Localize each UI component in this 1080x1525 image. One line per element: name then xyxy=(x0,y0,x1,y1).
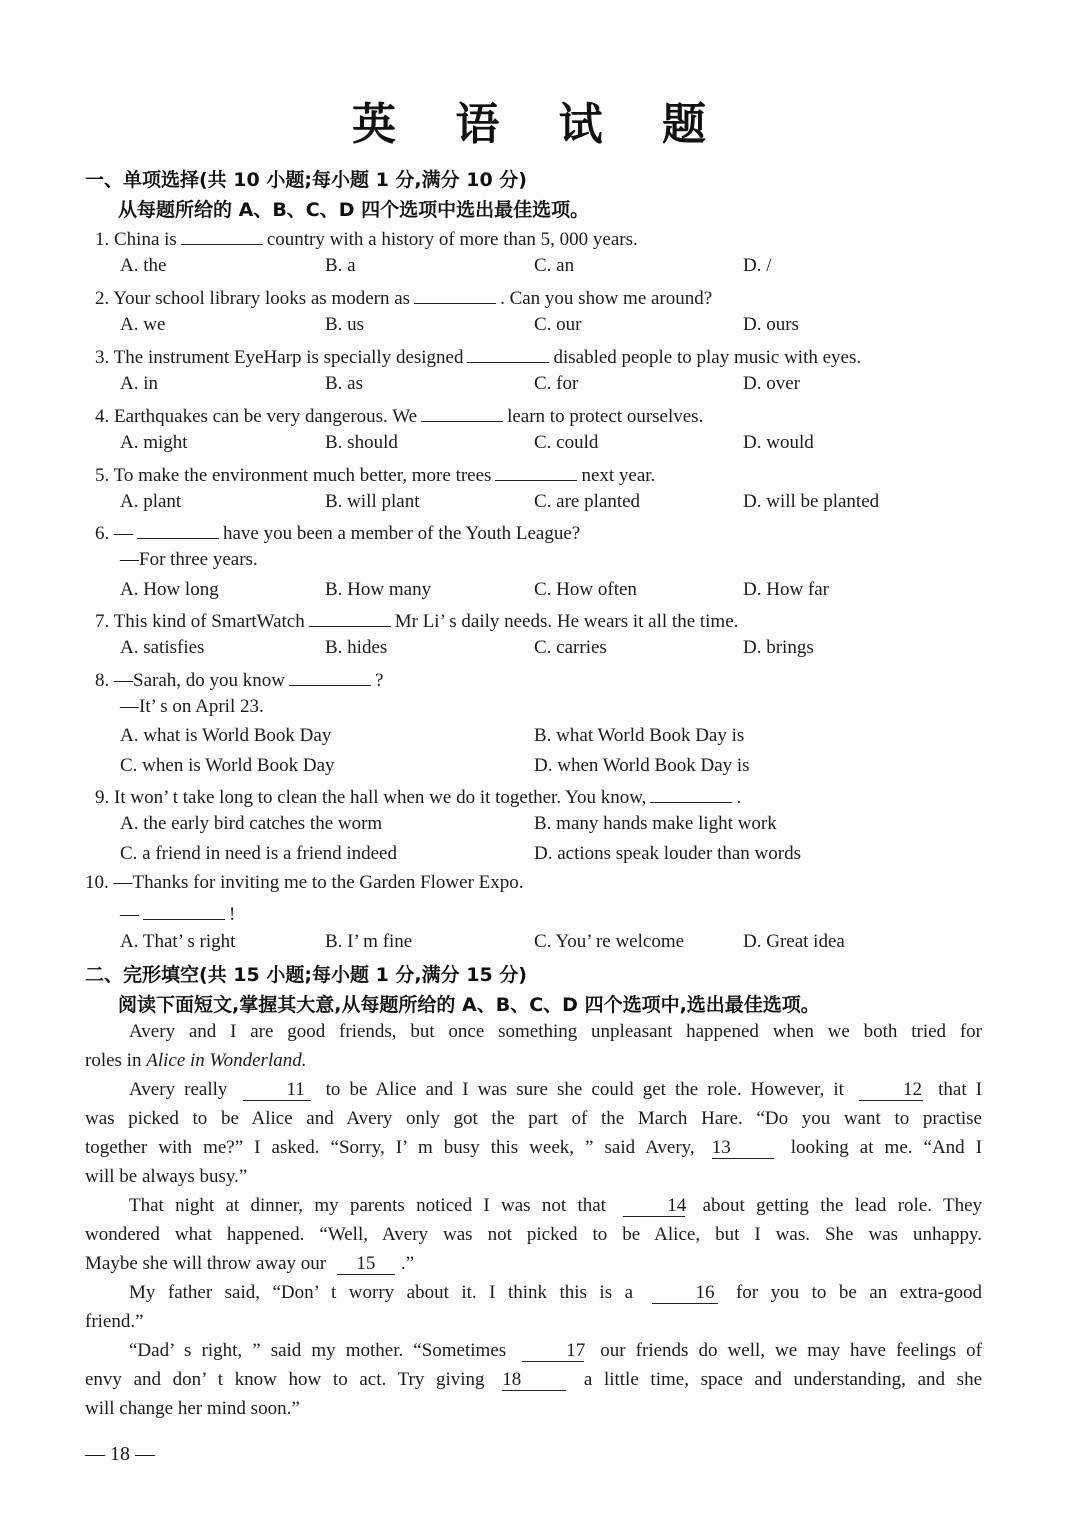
option-9d: D. actions speak louder than words xyxy=(534,843,801,864)
passage-line: Avery and I are good friends, but once something unpleasant happened when we both tried for xyxy=(129,1021,982,1042)
option-5b: B. will plant xyxy=(325,491,420,512)
passage-line: wondered what happened. “Well, Avery was not picked to be Alice, but I was. She was unhappy. xyxy=(85,1224,982,1245)
option-4b: B. should xyxy=(325,432,398,453)
answer-blank xyxy=(495,462,577,481)
option-5c: C. are planted xyxy=(534,491,641,512)
option-3a: A. in xyxy=(120,373,158,394)
option-4d: D. would xyxy=(743,432,814,453)
answer-blank xyxy=(289,667,371,686)
option-1d: D. / xyxy=(743,255,772,276)
passage-line: friend.” xyxy=(85,1311,144,1332)
option-5a: A. plant xyxy=(120,491,182,512)
option-10b: B. I’ m fine xyxy=(325,931,413,952)
cloze-blank-15: 15 xyxy=(337,1254,395,1275)
answer-blank xyxy=(181,226,263,245)
option-1c: C. an xyxy=(534,255,575,276)
option-9a: A. the early bird catches the worm xyxy=(120,813,383,834)
page-number: — 18 — xyxy=(85,1443,155,1465)
option-7c: C. carries xyxy=(534,637,607,658)
question-6: 6. — have you been a member of the Youth League? xyxy=(95,520,580,545)
cloze-blank-16: 16 xyxy=(652,1283,718,1304)
question-10: 10. —Thanks for inviting me to the Garden Flower Expo. xyxy=(85,872,524,893)
option-3b: B. as xyxy=(325,373,363,394)
question-6-reply: —For three years. xyxy=(120,549,258,570)
answer-blank xyxy=(143,901,225,920)
question-3: 3. The instrument EyeHarp is specially designed disabled people to play music with eyes. xyxy=(95,344,861,369)
option-9b: B. many hands make light work xyxy=(534,813,777,834)
option-8a: A. what is World Book Day xyxy=(120,725,332,746)
option-4c: C. could xyxy=(534,432,599,453)
option-4a: A. might xyxy=(120,432,188,453)
question-9: 9. It won’ t take long to clean the hall when we do it together. You know, . xyxy=(95,784,741,809)
page-title: 英 语 试 题 xyxy=(352,99,728,150)
cloze-blank-14: 14 xyxy=(623,1196,685,1217)
passage-line: will be always busy.” xyxy=(85,1166,248,1187)
option-10d: D. Great idea xyxy=(743,931,845,952)
passage-line: My father said, “Don’ t worry about it. I think this is a 16 for you to be an extra-good xyxy=(129,1282,982,1303)
option-2b: B. us xyxy=(325,314,365,335)
passage-line: That night at dinner, my parents noticed I was not that 14 about getting the lead role. They xyxy=(129,1195,983,1216)
passage xyxy=(85,1017,982,1423)
cloze-blank-17: 17 xyxy=(522,1341,584,1362)
option-8c: C. when is World Book Day xyxy=(120,755,335,776)
section2-header: 二、完形填空(共 15 小题;每小题 1 分,满分 15 分) xyxy=(85,964,527,986)
question-8-reply: —It’ s on April 23. xyxy=(120,696,264,717)
option-10a: A. That’ s right xyxy=(120,931,236,952)
option-6b: B. How many xyxy=(325,579,432,600)
option-7a: A. satisfies xyxy=(120,637,205,658)
question-5: 5. To make the environment much better, more trees next year. xyxy=(95,462,655,487)
option-6d: D. How far xyxy=(743,579,830,600)
passage-line: roles in Alice in Wonderland. xyxy=(85,1050,307,1071)
section1-header: 一、单项选择(共 10 小题;每小题 1 分,满分 10 分) xyxy=(85,169,527,191)
passage-line: Maybe she will throw away our 15 .” xyxy=(85,1253,415,1274)
passage-line: will change her mind soon.” xyxy=(85,1398,300,1419)
option-7d: D. brings xyxy=(743,637,814,658)
answer-blank xyxy=(309,608,391,627)
option-2c: C. our xyxy=(534,314,582,335)
passage-line: “Dad’ s right, ” said my mother. “Sometimes 17 our friends do well, we may have feelings of xyxy=(129,1340,982,1361)
question-10-reply: — ! xyxy=(120,901,235,926)
option-2d: D. ours xyxy=(743,314,799,335)
answer-blank xyxy=(467,344,549,363)
option-7b: B. hides xyxy=(325,637,388,658)
option-6c: C. How often xyxy=(534,579,637,600)
question-7: 7. This kind of SmartWatch Mr Li’ s daily needs. He wears it all the time. xyxy=(95,608,738,633)
option-1a: A. the xyxy=(120,255,167,276)
passage-line: envy and don’ t know how to act. Try giving 18 a little time, space and understanding, and she xyxy=(85,1369,982,1390)
answer-blank xyxy=(421,403,503,422)
cloze-blank-18: 18 xyxy=(502,1370,566,1391)
option-3d: D. over xyxy=(743,373,800,394)
section2-instruction: 阅读下面短文,掌握其大意,从每题所给的 A、B、C、D 四个选项中,选出最佳选项。 xyxy=(118,994,820,1016)
option-2a: A. we xyxy=(120,314,166,335)
question-4: 4. Earthquakes can be very dangerous. We learn to protect ourselves. xyxy=(95,403,703,428)
passage-line: together with me?” I asked. “Sorry, I’ m busy this week, ” said Avery, 13 looking at me. “And I xyxy=(85,1137,983,1158)
option-3c: C. for xyxy=(534,373,579,394)
question-8: 8. —Sarah, do you know ? xyxy=(95,667,383,692)
option-9c: C. a friend in need is a friend indeed xyxy=(120,843,397,864)
answer-blank xyxy=(414,285,496,304)
section1-instruction: 从每题所给的 A、B、C、D 四个选项中选出最佳选项。 xyxy=(118,199,590,221)
answer-blank xyxy=(650,784,732,803)
cloze-blank-13: 13 xyxy=(712,1138,774,1159)
option-8d: D. when World Book Day is xyxy=(534,755,750,776)
option-1b: B. a xyxy=(325,255,356,276)
option-10c: C. You’ re welcome xyxy=(534,931,685,952)
passage-line: was picked to be Alice and Avery only got the part of the March Hare. “Do you want to practise xyxy=(85,1108,982,1129)
question-1: 1. China is country with a history of more than 5, 000 years. xyxy=(95,226,638,251)
cloze-blank-12: 12 xyxy=(859,1080,923,1101)
question-2: 2. Your school library looks as modern as . Can you show me around? xyxy=(95,285,712,310)
passage-line: Avery really 11 to be Alice and I was sure she could get the role. However, it 12 that I xyxy=(129,1079,983,1100)
option-6a: A. How long xyxy=(120,579,219,600)
option-8b: B. what World Book Day is xyxy=(534,725,745,746)
cloze-blank-11: 11 xyxy=(243,1080,311,1101)
answer-blank xyxy=(137,520,219,539)
option-5d: D. will be planted xyxy=(743,491,880,512)
